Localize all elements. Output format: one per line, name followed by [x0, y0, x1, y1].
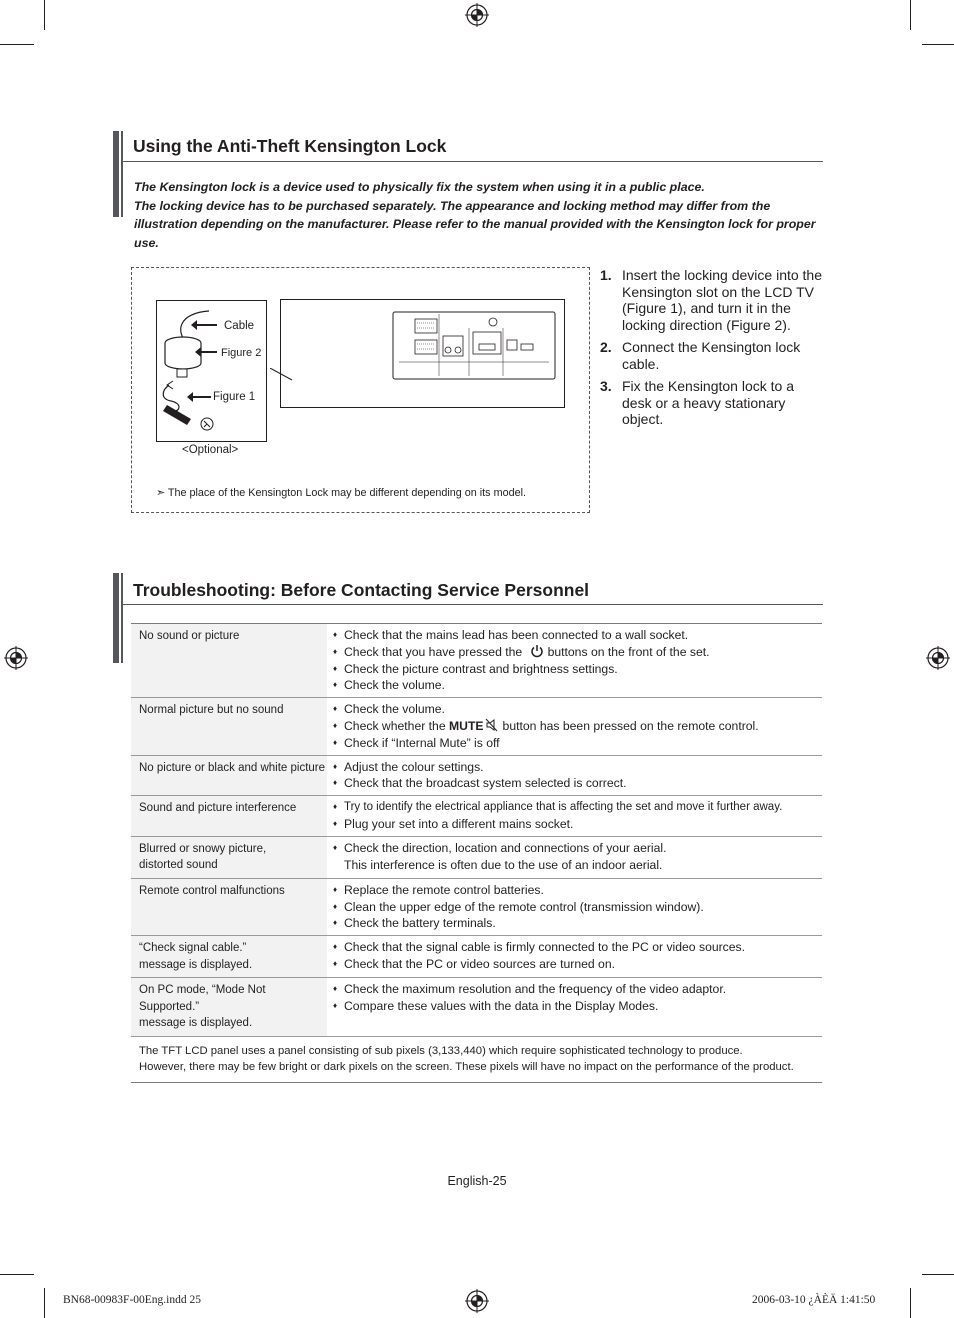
table-row	[131, 698, 822, 755]
solution-item: ♦ Adjust the colour settings.	[333, 759, 822, 776]
step-item	[600, 339, 822, 372]
section-bar	[113, 573, 119, 663]
intro-line: The Kensington lock is a device used to physically fix the system when using it in a public place.	[134, 180, 705, 194]
problem-cell	[131, 837, 327, 878]
tft-note-line: The TFT LCD panel uses a panel consisting of sub pixels (3,133,440) which require sophisticated technology to produce.	[139, 1044, 743, 1057]
section-rule	[123, 604, 823, 605]
step-number: 2.	[600, 339, 612, 355]
problem-cell	[131, 698, 327, 754]
solution-item: ♦ Check that the PC or video sources are turned on.	[333, 956, 822, 973]
kensington-illustration	[131, 267, 590, 513]
illustration-note	[156, 486, 526, 499]
label-cable: Cable	[224, 320, 255, 332]
solution-cell	[327, 879, 822, 935]
registration-mark-icon	[4, 646, 28, 670]
problem-text: Normal picture but no sound	[139, 704, 284, 717]
table-row	[131, 796, 822, 837]
solution-item: ♦ Plug your set into a different mains socket.	[333, 816, 822, 833]
solution-item: This interference is often due to the use of an indoor aerial.	[344, 857, 663, 872]
step-number: 1.	[600, 267, 612, 283]
crop-mark	[910, 0, 911, 30]
step-text: Fix the Kensington lock to a desk or a heavy stationary object.	[622, 378, 794, 427]
solution-text: buttons on the front of the set.	[547, 644, 710, 659]
step-list	[600, 267, 822, 434]
tft-note	[131, 1037, 794, 1082]
problem-text: No picture or black and white picture	[139, 761, 326, 774]
solution-cell	[327, 837, 822, 878]
section-bar	[121, 573, 123, 663]
step-item	[600, 378, 822, 428]
power-icon	[530, 644, 544, 658]
lock-figure-box	[156, 300, 267, 442]
problem-text: On PC mode, “Mode Not Supported.”	[139, 984, 266, 1013]
table-row	[131, 624, 822, 698]
problem-text: Blurred or snowy picture,	[139, 842, 267, 855]
solution-item: ♦ Check the picture contrast and brightness settings.	[333, 661, 822, 678]
solution-item: ♦ Check that the mains lead has been connected to a wall socket.	[333, 627, 822, 644]
section-rule	[123, 161, 823, 162]
table-row	[131, 879, 822, 936]
section-bar	[121, 131, 123, 217]
tv-rear-panel-figure	[280, 299, 565, 408]
solution-cell	[327, 796, 822, 836]
tft-note-line: However, there may be few bright or dark pixels on the screen. These pixels will have no impact on the performance of the product.	[139, 1061, 794, 1074]
problem-text: Remote control malfunctions	[139, 884, 285, 897]
problem-cell	[131, 978, 327, 1036]
note-arrow-icon: ➣	[156, 487, 166, 499]
solution-item: ♦ Check the battery terminals.	[333, 915, 822, 932]
problem-cell	[131, 936, 327, 977]
problem-text: message is displayed.	[139, 958, 253, 971]
solution-item: ♦ Try to identify the electrical appliance that is affecting the set and move it further away.	[333, 799, 822, 816]
crop-mark	[44, 1288, 45, 1318]
table-row	[131, 837, 822, 879]
step-item	[600, 267, 822, 333]
step-number: 3.	[600, 378, 612, 394]
solution-item	[333, 644, 822, 661]
page-number: English-25	[447, 1174, 507, 1188]
solution-text: button has been pressed on the remote control.	[502, 718, 759, 733]
problem-cell	[131, 879, 327, 935]
registration-mark-icon	[926, 646, 950, 670]
solution-item: ♦ Replace the remote control batteries.	[333, 882, 822, 899]
mute-label: MUTE	[449, 718, 484, 733]
label-optional: <Optional>	[182, 444, 239, 456]
problem-text: distorted sound	[139, 859, 218, 872]
solution-item: ♦ Compare these values with the data in the Display Modes.	[333, 998, 822, 1015]
table-row	[131, 936, 822, 978]
solution-cell	[327, 936, 822, 977]
table-row	[131, 1037, 822, 1083]
crop-mark	[922, 1274, 954, 1275]
crop-mark	[922, 44, 954, 45]
problem-cell	[131, 624, 327, 697]
solution-item: ♦ Check that the broadcast system selected is correct.	[333, 775, 822, 792]
problem-cell	[131, 756, 327, 796]
section-bar	[113, 131, 119, 217]
crop-mark	[0, 1274, 34, 1275]
table-row	[131, 978, 822, 1037]
registration-mark-icon	[465, 3, 489, 27]
note-text: The place of the Kensington Lock may be different depending on its model.	[167, 487, 526, 499]
solution-item: ♦ Check the volume.	[333, 677, 822, 694]
slug-timestamp: 2006-03-10 ¿ÀÈÄ 1:41:50	[752, 1294, 876, 1306]
crop-mark	[0, 44, 34, 45]
troubleshooting-table	[131, 623, 822, 1083]
problem-text: message is displayed.	[139, 1017, 253, 1030]
solution-text: Check whether the	[344, 718, 446, 733]
step-text: Connect the Kensington lock cable.	[622, 339, 801, 372]
solution-item: ♦ Check the volume.	[333, 701, 822, 718]
problem-text: Sound and picture interference	[139, 802, 297, 815]
step-text: Insert the locking device into the Kensington slot on the LCD TV (Figure 1), and turn it in the locking direction (Figure 2).	[622, 267, 823, 333]
slug-filename: BN68-00983F-00Eng.indd 25	[63, 1294, 201, 1306]
solution-cell	[327, 978, 822, 1036]
section-title: Troubleshooting: Before Contacting Service Personnel	[133, 580, 590, 600]
intro-text	[134, 178, 824, 252]
section-title: Using the Anti-Theft Kensington Lock	[133, 136, 447, 156]
solution-cell	[327, 624, 822, 697]
solution-text: Check that you have pressed the	[344, 644, 523, 659]
problem-text: No sound or picture	[139, 630, 240, 642]
crop-mark	[44, 0, 45, 30]
problem-cell	[131, 796, 327, 836]
solution-item: ♦ Check that the signal cable is firmly connected to the PC or video sources.	[333, 939, 822, 956]
label-figure2: Figure 2	[221, 347, 262, 359]
mute-icon	[485, 718, 499, 732]
solution-cell	[327, 698, 822, 754]
intro-line: The locking device has to be purchased separately. The appearance and locking method may differ from the illustration depending on the manufacturer. Please refer to the manual provided with the Kensington lock for proper use.	[134, 198, 816, 250]
label-figure1: Figure 1	[213, 391, 256, 403]
table-row	[131, 756, 822, 797]
solution-item: ♦ Check the direction, location and connections of your aerial.	[333, 840, 822, 857]
solution-cell	[327, 756, 822, 796]
problem-text: “Check signal cable.”	[139, 942, 247, 955]
solution-item: ♦ Clean the upper edge of the remote control (transmission window).	[333, 899, 822, 916]
solution-item: ♦ Check if “Internal Mute” is off	[333, 735, 822, 752]
registration-mark-icon	[465, 1289, 489, 1313]
tv-connector-panel-icon	[281, 300, 564, 407]
solution-item	[333, 718, 822, 735]
crop-mark	[910, 1288, 911, 1318]
solution-item: ♦ Check the maximum resolution and the frequency of the video adaptor.	[333, 981, 822, 998]
